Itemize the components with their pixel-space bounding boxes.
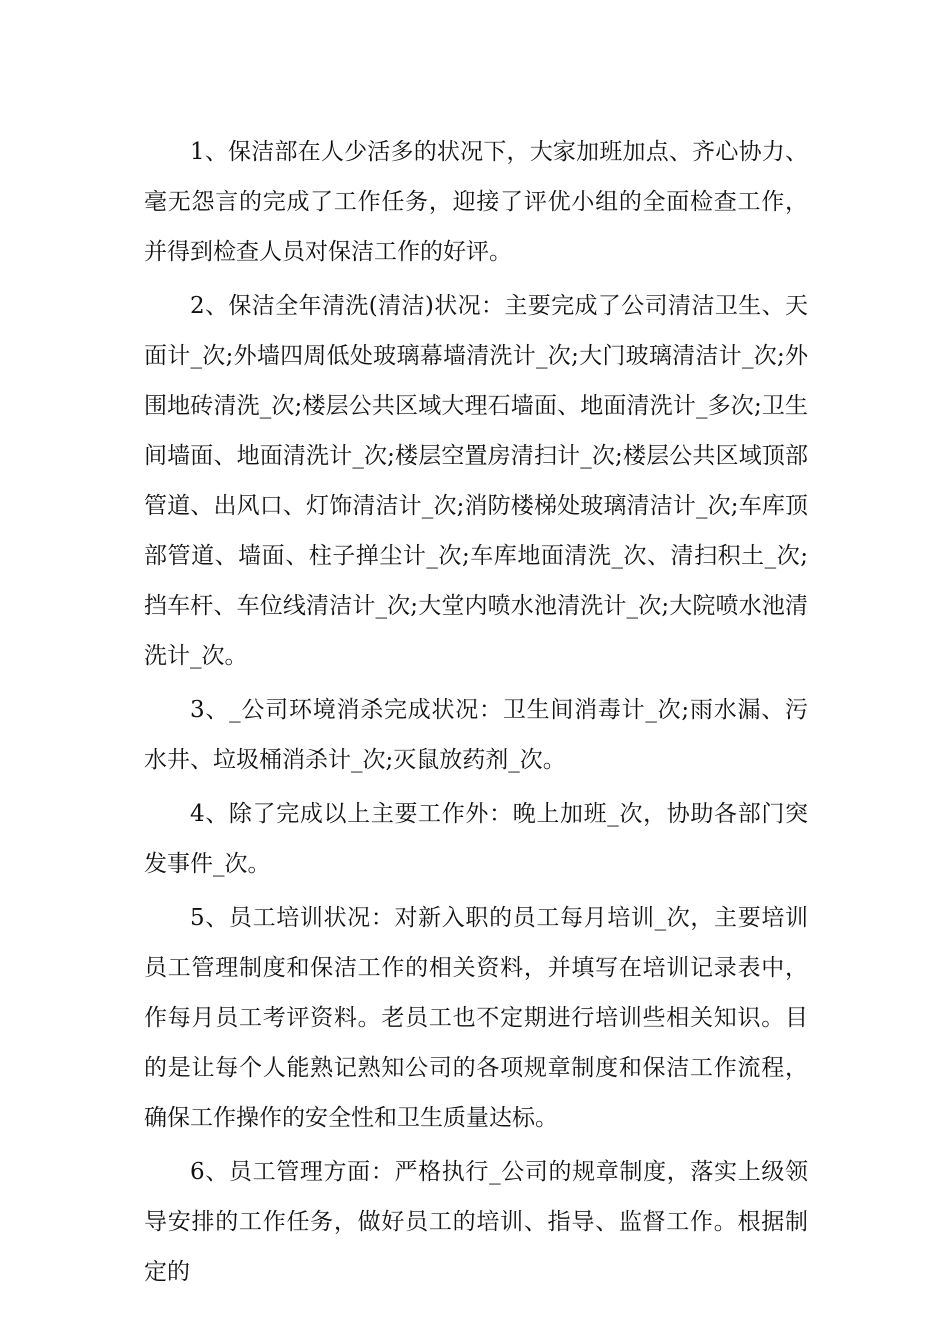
paragraph-1: 1、保洁部在人少活多的状况下，大家加班加点、齐心协力、毫无怨言的完成了工作任务，迎接了评优小组的全面检查工作，并得到检查人员对保洁工作的好评。 [144,139,808,265]
paragraph-2: 2、保洁全年清洗(清洁)状况：主要完成了公司清洁卫生、天面计_次;外墙四周低处玻璃幕墙清洗计_次;大门玻璃清洁计_次;外围地砖清洗_次;楼层公共区域大理石墙面、地面清洗计_多次;卫生间墙面、地面清洗计_次;楼层空置房清扫计_次;楼层公共区域顶部管道、出风口、灯饰清洁计_次;消防楼梯处玻璃清洁计_次;车库顶部管道、墙面、柱子掸尘计_次;车库地面清洗_次、清扫积土_次;挡车杆、车位线清洁计_次;大堂内喷水池清洗计_次;大院喷水池清洗计_次。 [144,293,808,669]
paragraph-6: 6、员工管理方面：严格执行_公司的规章制度，落实上级领导安排的工作任务，做好员工的培训、指导、监督工作。根据制定的 [144,1159,808,1285]
paragraph-4: 4、除了完成以上主要工作外：晚上加班_次，协助各部门突发事件_次。 [144,801,808,877]
paragraph-5: 5、员工培训状况：对新入职的员工每月培训_次，主要培训员工管理制度和保洁工作的相关资料，并填写在培训记录表中，作每月员工考评资料。老员工也不定期进行培训些相关知识。目的是让每个人能熟记熟知公司的各项规章制度和保洁工作流程，确保工作操作的安全性和卫生质量达标。 [144,905,808,1131]
paragraph-3: 3、_公司环境消杀完成状况：卫生间消毒计_次;雨水漏、污水井、垃圾桶消杀计_次;灭鼠放药剂_次。 [144,697,808,773]
document-body [144,127,808,1301]
